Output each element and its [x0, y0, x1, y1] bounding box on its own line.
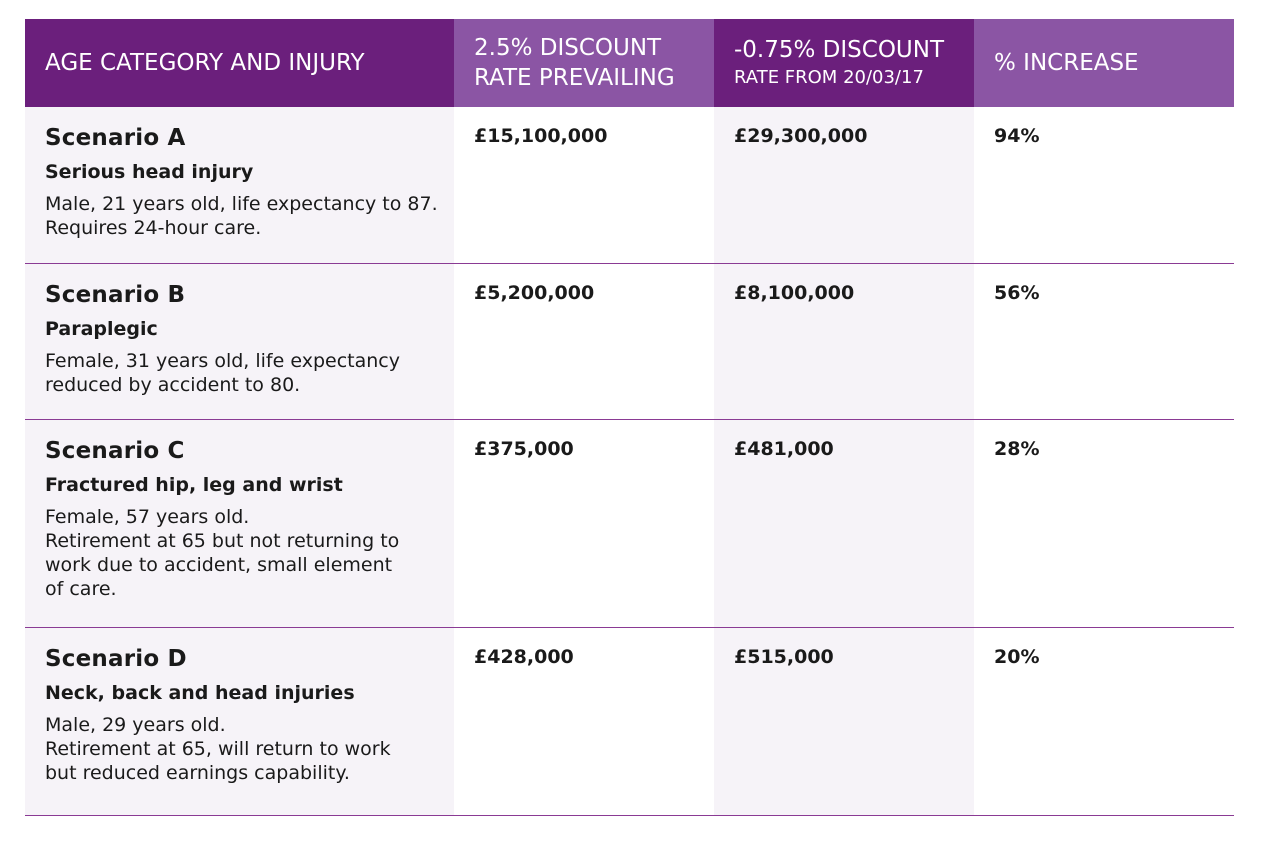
scenario-title: Scenario D — [45, 646, 187, 672]
increase-cell — [974, 420, 1234, 627]
header-age-category — [25, 19, 454, 107]
increase-value: 56% — [994, 282, 1040, 304]
scenario-description: Female, 31 years old, life expectancy reduced by accident to 80. — [45, 350, 400, 396]
scenario-cell — [25, 107, 454, 263]
table-row — [25, 420, 1234, 628]
rate-new-value: £29,300,000 — [734, 125, 868, 147]
discount-rate-table — [25, 19, 1234, 816]
scenario-cell — [25, 264, 454, 419]
table-row — [25, 628, 1234, 816]
rate-new-value: £8,100,000 — [734, 282, 855, 304]
scenario-title: Scenario C — [45, 438, 185, 464]
scenario-title: Scenario A — [45, 125, 186, 151]
scenario-title: Scenario B — [45, 282, 186, 308]
header-increase-label: % INCREASE — [994, 50, 1139, 76]
scenario-injury: Paraplegic — [45, 318, 158, 340]
header-rate-prevailing — [454, 19, 714, 107]
table-row — [25, 107, 1234, 264]
rate-prevailing-cell — [454, 264, 714, 419]
scenario-description: Female, 57 years old. Retirement at 65 but not returning to work due to accident, small element of care. — [45, 506, 400, 600]
increase-cell — [974, 628, 1234, 815]
rate-new-cell — [714, 264, 974, 419]
rate-prevailing-value: £428,000 — [474, 646, 574, 668]
header-rate-new — [714, 19, 974, 107]
increase-cell — [974, 107, 1234, 263]
increase-value: 20% — [994, 646, 1040, 668]
rate-new-cell — [714, 628, 974, 815]
rate-prevailing-value: £375,000 — [474, 438, 574, 460]
rate-new-cell — [714, 107, 974, 263]
rate-new-cell — [714, 420, 974, 627]
scenario-injury: Fractured hip, leg and wrist — [45, 474, 343, 496]
header-rate-new-line1: -0.75% DISCOUNT — [734, 37, 945, 63]
header-rate-prevailing-line1: 2.5% DISCOUNT — [474, 35, 662, 61]
rate-prevailing-cell — [454, 107, 714, 263]
rate-new-value: £515,000 — [734, 646, 834, 668]
scenario-description: Male, 21 years old, life expectancy to 87. Requires 24-hour care. — [45, 193, 438, 239]
rate-prevailing-cell — [454, 628, 714, 815]
increase-cell — [974, 264, 1234, 419]
scenario-cell — [25, 420, 454, 627]
rate-new-value: £481,000 — [734, 438, 834, 460]
rate-prevailing-value: £15,100,000 — [474, 125, 608, 147]
header-rate-new-line2: RATE FROM 20/03/17 — [734, 67, 924, 88]
header-increase — [974, 19, 1234, 107]
rate-prevailing-cell — [454, 420, 714, 627]
increase-value: 28% — [994, 438, 1040, 460]
scenario-injury: Serious head injury — [45, 161, 254, 183]
scenario-cell — [25, 628, 454, 815]
increase-value: 94% — [994, 125, 1040, 147]
table-header — [25, 19, 1234, 107]
scenario-injury: Neck, back and head injuries — [45, 682, 355, 704]
scenario-description: Male, 29 years old. Retirement at 65, will return to work but reduced earnings capability. — [45, 714, 391, 784]
header-rate-prevailing-line2: RATE PREVAILING — [474, 65, 675, 91]
table-row — [25, 264, 1234, 420]
rate-prevailing-value: £5,200,000 — [474, 282, 595, 304]
header-age-category-label: AGE CATEGORY AND INJURY — [45, 50, 365, 76]
